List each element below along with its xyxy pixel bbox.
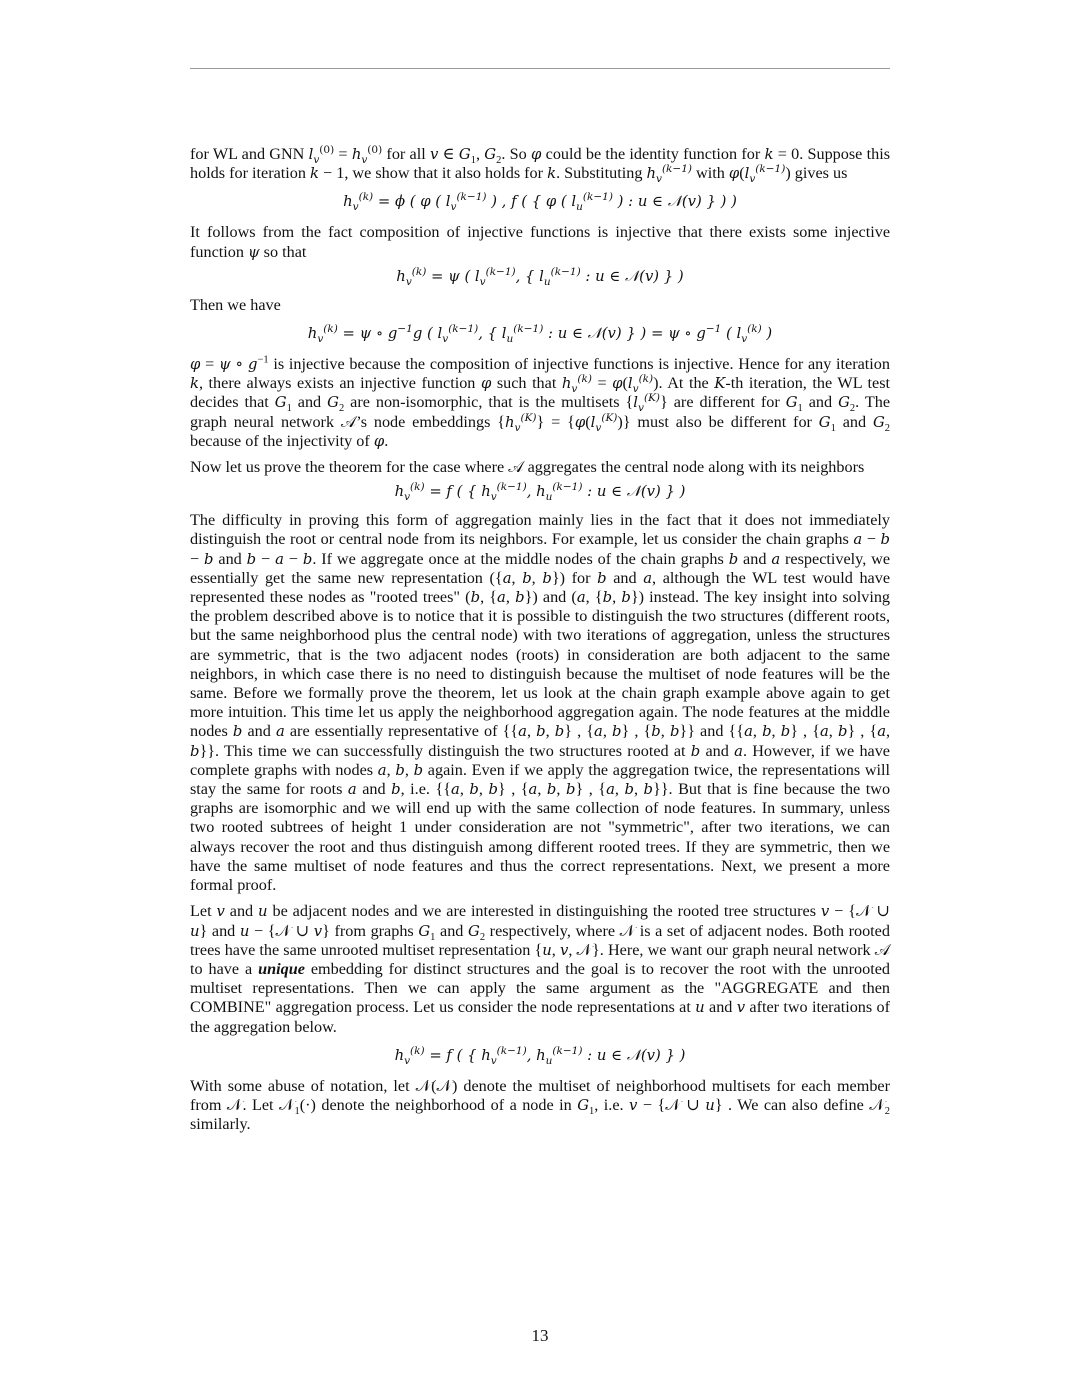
equation-5: $h_v^{(k)} = f$ ( { $h_v^{(k-1)}$, $h_u^{(k-1)}$ : u ∈ 𝒩(v) } ) (394, 1044, 686, 1067)
paragraph-1: for WL and GNN $l_v^{(0)} = h_v^{(0)}$ for all v ∈ $G_1$, $G_2$. So φ could be the identity function for k = 0. Suppose this holds for iteration k − 1, we show that it also holds for k. Substituting $h_v^{(k-1)}$ with $\varphi(l_v^{(k-1)})$ gives us (190, 144, 891, 186)
equation-3: $h_v^{(k)} = \psi$ ∘ $g^{-1}g$ ( $l_v^{(k-1)}$, { $l_u^{(k-1)}$ : u ∈ 𝒩(v) } ) = ψ ∘ $g^{-1}$ ( $l_v^{(k)}$ ) (307, 323, 773, 345)
paragraph-8: With some abuse of notation, let 𝒩(𝒩) denote the multiset of neighborhood multisets for each member from 𝒩. Let 𝒩$_1$(·) denote the neighborhood of a node in $G_1$, i.e. v − {𝒩 ∪ u} . We can also define 𝒩$_2$ similarly. (190, 1076, 890, 1134)
page-number: 13 (531, 1326, 549, 1345)
paragraph-4: φ = ψ ∘ $g^{-1}$ is injective because the composition of injective functions is injective. Hence for any iteration k, there always exists an injective function φ such that $h_v^{(k)} = \varphi(l_v^{(k)})$. At the K-th iteration, the WL test decides that $G_1$ and $G_2$ are non-isomorphic, that is the multisets $\{l_v^{(K)}\}$ are different for $G_1$ and $G_2$. The graph neural network 𝒜’s node embeddings $\{h_v^{(K)}\} = \{\varphi(l_v^{(K)})\}$ must also be different for $G_1$ and $G_2$ because of the injectivity of φ. (190, 354, 891, 450)
equation-2: $h_v^{(k)} = \psi$ ( $l_v^{(k-1)}$, { $l_u^{(k-1)}$ : u ∈ 𝒩(v) } ) (396, 265, 684, 288)
paper-body (190, 145, 890, 1141)
equation-1: $h_v^{(k)} = \phi$ ( φ ( $l_v^{(k-1)}$ ) , f ( { φ ( $l_u^{(k-1)}$ ) : u ∈ 𝒩(v) } ) ) (343, 191, 737, 214)
equation-4: $h_v^{(k)} = f$ ( { $h_v^{(k-1)}$, $h_u^{(k-1)}$ : u ∈ 𝒩(v) } ) (394, 481, 686, 504)
paragraph-6: The difficulty in proving this form of aggregation mainly lies in the fact that it does not immediately distinguish the root or central node from its neighbors. For example, let us consider the chain graphs a − b − b and b − a − b. If we aggregate once at the middle nodes of the chain graphs b and a respectively, we essentially get the same new representation ({a, b, b}) for b and a, although the WL test would have represented these nodes as "rooted trees" (b, {a, b}) and (a, {b, b}) instead. The key insight into solving the problem described above is to notice that it is possible to distinguish the two structures (different roots, but the same neighborhood plus the central node) with two iterations of aggregation, unless the structures are symmetric, that is the two adjacent nodes (roots) in consideration are both adjacent to the same neighbors, in which case there is no need to distinguish because the multiset of node features will be the same. Before we formally prove the theorem, let us look at the chain graph example above again to get more intuition. This time let us apply the neighborhood aggregation again. The node features at the middle nodes b and a are essentially representative of {{a, b, b} , {a, b} , {b, b}} and {{a, b, b} , {a, b} , {a, b}}. This time we can successfully distinguish the two structures rooted at b and a. However, if we have complete graphs with nodes a, b, b again. Even if we apply the aggregation twice, the representations will stay the same for roots a and b, i.e. {{a, b, b} , {a, b, b} , {a, b, b}}. But that is fine because the two graphs are isomorphic and we will end up with the same collection of node features. In summary, unless two rooted subtrees of height 1 under consideration are not "symmetric", after two iterations, we can always recover the root and thus distinguish among different rooted trees. If they are symmetric, then we have the same multiset of node features and thus the correct representations. Next, we present a more formal proof. (190, 511, 891, 895)
paragraph-5: Now let us prove the theorem for the case where 𝒜 aggregates the central node along with its neighbors (190, 458, 865, 477)
header-rule (190, 68, 890, 69)
paragraph-7: Let v and u be adjacent nodes and we are interested in distinguishing the rooted tree structures v − {𝒩 ∪ u} and u − {𝒩 ∪ v} from graphs $G_1$ and $G_2$ respectively, where 𝒩 is a set of adjacent nodes. Both rooted trees have the same unrooted multiset representation {u, v, 𝒩}. Here, we want our graph neural network 𝒜 to have a unique embedding for distinct structures and the goal is to recover the root with the unrooted multiset representations. Then we can apply the same argument as the "AGGREGATE and then COMBINE" aggregation process. Let us consider the node representations at u and v after two iterations of the aggregation below. (190, 902, 891, 1036)
paragraph-2: It follows from the fact composition of injective functions is injective that there exists some injective function ψ so that (190, 223, 890, 261)
paragraph-3: Then we have (190, 295, 281, 314)
